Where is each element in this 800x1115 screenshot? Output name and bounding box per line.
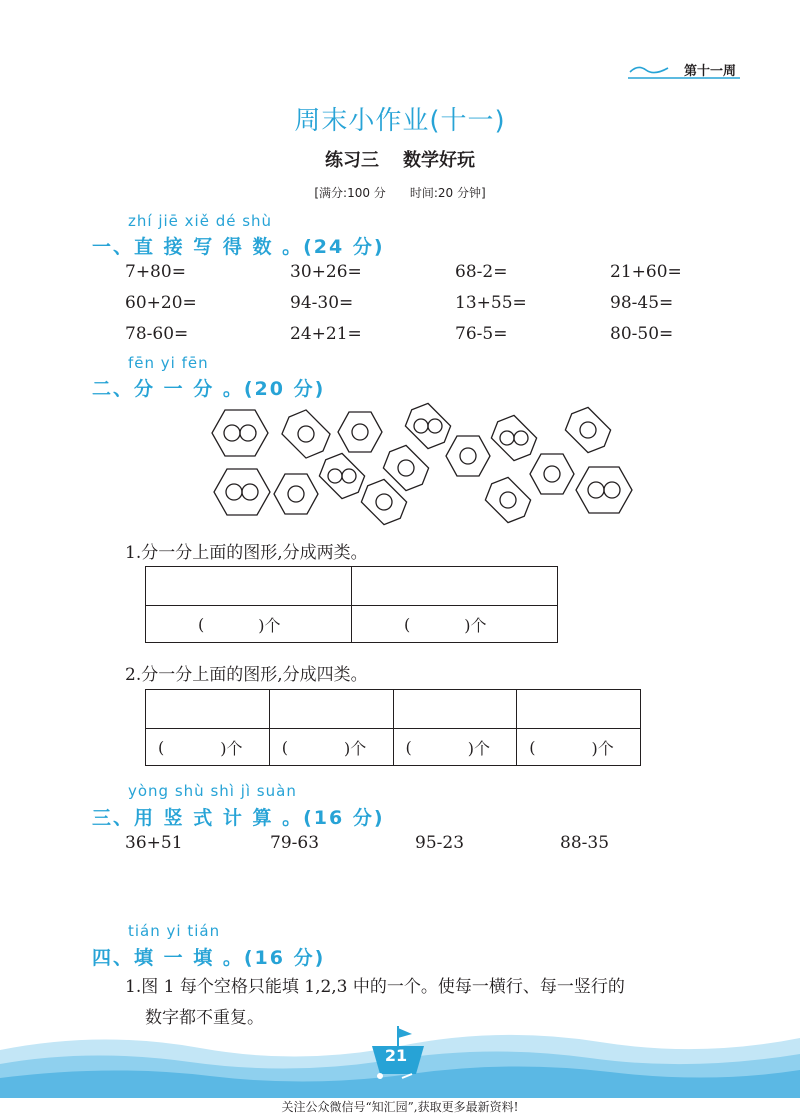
equation: 7+80= xyxy=(125,262,186,282)
equation: 94-30= xyxy=(290,293,354,313)
subtitle-part: 练习三 xyxy=(325,150,379,171)
fill-task-line1: 1.图 1 每个空格只能填 1,2,3 中的一个。使每一横行、每一竖行的 xyxy=(125,977,625,997)
vertical-calc-row xyxy=(125,833,705,853)
hexagon-two-circles-shape xyxy=(214,469,270,515)
vertical-problem: 79-63 xyxy=(270,833,320,853)
section4-pinyin: tián yi tián xyxy=(128,922,221,940)
count-cell[interactable] xyxy=(517,729,641,766)
section2-pinyin: fēn yi fēn xyxy=(128,354,209,372)
hexagon-two-circles-shape xyxy=(576,467,632,513)
diamond-two-circles-shape xyxy=(400,402,455,454)
equation: 68-2= xyxy=(455,262,508,282)
paren-open: ( xyxy=(198,614,205,634)
paren-close: )个 xyxy=(220,738,243,758)
category-cell[interactable] xyxy=(352,567,558,606)
task-two-categories: 1.分一分上面的图形,分成两类。 xyxy=(125,543,368,563)
equation: 76-5= xyxy=(455,324,508,344)
paren-close: )个 xyxy=(258,615,281,635)
vertical-problem: 36+51 xyxy=(125,833,183,853)
section1-title: 一、直 接 写 得 数 。(24 分) xyxy=(92,236,385,258)
equation: 60+20= xyxy=(125,293,197,313)
paren-close: )个 xyxy=(464,615,487,635)
vertical-problem: 95-23 xyxy=(415,833,465,853)
paren-open: ( xyxy=(404,614,411,634)
paren-open: ( xyxy=(158,737,165,757)
category-cell[interactable] xyxy=(269,690,393,729)
hexagon-one-circle-shape xyxy=(530,454,574,494)
equation-grid xyxy=(125,262,725,344)
section1-pinyin: zhí jiē xiě dé shù xyxy=(128,212,273,230)
subtitle xyxy=(0,146,800,172)
time-limit: 时间:20 分钟] xyxy=(409,186,486,200)
hexagon-one-circle-shape xyxy=(446,436,490,476)
equation: 78-60= xyxy=(125,324,189,344)
equation: 30+26= xyxy=(290,262,362,282)
count-cell[interactable] xyxy=(146,729,270,766)
count-cell[interactable] xyxy=(352,606,558,643)
paren-open: ( xyxy=(529,737,536,757)
header-underline xyxy=(628,76,740,80)
category-cell[interactable] xyxy=(393,690,517,729)
diamond-one-circle-shape xyxy=(356,474,411,529)
count-cell[interactable] xyxy=(269,729,393,766)
footer-note: 关注公众微信号“知汇园”,获取更多最新资料! xyxy=(281,1100,519,1114)
count-cell[interactable] xyxy=(393,729,517,766)
category-cell[interactable] xyxy=(146,690,270,729)
section2-title: 二、分 一 分 。(20 分) xyxy=(92,378,326,400)
full-score: [满分:100 分 xyxy=(314,186,386,200)
subtitle-topic: 数学好玩 xyxy=(403,150,475,171)
page-number: 21 xyxy=(384,1046,408,1065)
paren-close: )个 xyxy=(344,738,367,758)
diamond-one-circle-shape xyxy=(480,472,535,527)
task-four-categories: 2.分一分上面的图形,分成四类。 xyxy=(125,665,368,685)
diamond-two-circles-shape xyxy=(486,410,541,465)
paren-open: ( xyxy=(281,737,288,757)
section4-title: 四、填 一 填 。(16 分) xyxy=(92,947,326,969)
hexagon-two-circles-shape xyxy=(212,410,268,456)
diamond-one-circle-shape xyxy=(378,440,433,495)
section3-pinyin: yòng shù shì jì suàn xyxy=(128,782,297,800)
count-cell[interactable] xyxy=(146,606,352,643)
score-line xyxy=(0,184,800,201)
vertical-problem: 88-35 xyxy=(560,833,610,853)
paren-close: )个 xyxy=(467,738,490,758)
equation: 98-45= xyxy=(610,293,674,313)
swoosh-decoration xyxy=(628,64,670,76)
week-label: 第十一周 xyxy=(683,64,736,79)
paren-open: ( xyxy=(405,737,412,757)
four-category-table xyxy=(145,689,641,766)
category-cell[interactable] xyxy=(517,690,641,729)
section3-title: 三、用 竖 式 计 算 。(16 分) xyxy=(92,807,385,829)
diamond-two-circles-shape xyxy=(314,448,369,503)
hexagon-one-circle-shape xyxy=(274,474,318,514)
diamond-one-circle-shape xyxy=(560,402,615,457)
hexagon-one-circle-shape xyxy=(338,412,382,452)
equation: 13+55= xyxy=(455,293,527,313)
fill-task-line2: 数字都不重复。 xyxy=(145,1008,264,1028)
paren-close: )个 xyxy=(591,738,614,758)
shapes-figure xyxy=(210,402,640,532)
category-cell[interactable] xyxy=(146,567,352,606)
two-category-table xyxy=(145,566,558,643)
equation: 80-50= xyxy=(610,324,674,344)
diamond-one-circle-shape xyxy=(277,405,335,463)
equation: 24+21= xyxy=(290,324,362,344)
page-title: 周末小作业(十一) xyxy=(294,106,506,136)
equation: 21+60= xyxy=(610,262,682,282)
